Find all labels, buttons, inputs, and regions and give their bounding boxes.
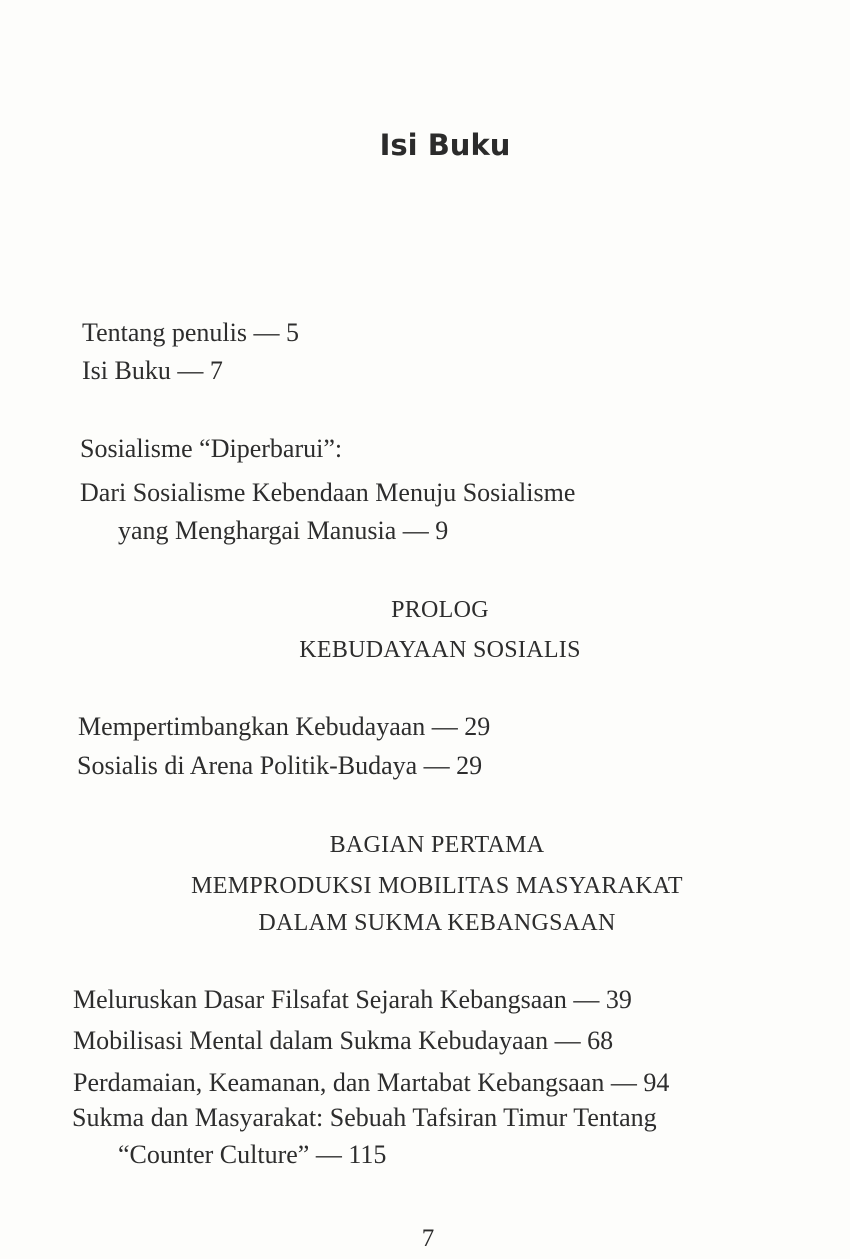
toc-entry-prolog-1: Mempertimbangkan Kebudayaan — 29 (78, 712, 491, 741)
section-label-prolog: PROLOG (391, 597, 489, 623)
toc-entry-intro-line2: Dari Sosialisme Kebendaan Menuju Sosialisme (80, 478, 576, 507)
section-title-part1-line1: MEMPRODUKSI MOBILITAS MASYARAKAT (191, 873, 683, 899)
toc-entry-part1-1: Meluruskan Dasar Filsafat Sejarah Kebangsaan — 39 (73, 985, 632, 1014)
toc-entry-intro-line3: yang Menghargai Manusia — 9 (118, 516, 449, 545)
toc-entry-part1-4-continuation: “Counter Culture” — 115 (118, 1140, 387, 1169)
section-label-part1: BAGIAN PERTAMA (329, 832, 545, 858)
toc-entry-author: Tentang penulis — 5 (82, 318, 299, 347)
page-number: 7 (421, 1225, 435, 1252)
toc-entry-part1-2: Mobilisasi Mental dalam Sukma Kebudayaan — 68 (73, 1026, 614, 1055)
toc-entry-part1-4: Sukma dan Masyarakat: Sebuah Tafsiran Timur Tentang (72, 1103, 657, 1132)
toc-entry-intro-line1: Sosialisme “Diperbarui”: (80, 434, 343, 463)
page-title: Isi Buku (379, 128, 511, 162)
section-title-part1-line2: DALAM SUKMA KEBANGSAAN (258, 910, 616, 936)
section-title-prolog: KEBUDAYAAN SOSIALIS (299, 637, 581, 663)
toc-entry-part1-3: Perdamaian, Keamanan, dan Martabat Kebangsaan — 94 (73, 1068, 670, 1097)
toc-entry-prolog-2: Sosialis di Arena Politik-Budaya — 29 (77, 751, 483, 780)
toc-entry-contents: Isi Buku — 7 (82, 356, 223, 385)
